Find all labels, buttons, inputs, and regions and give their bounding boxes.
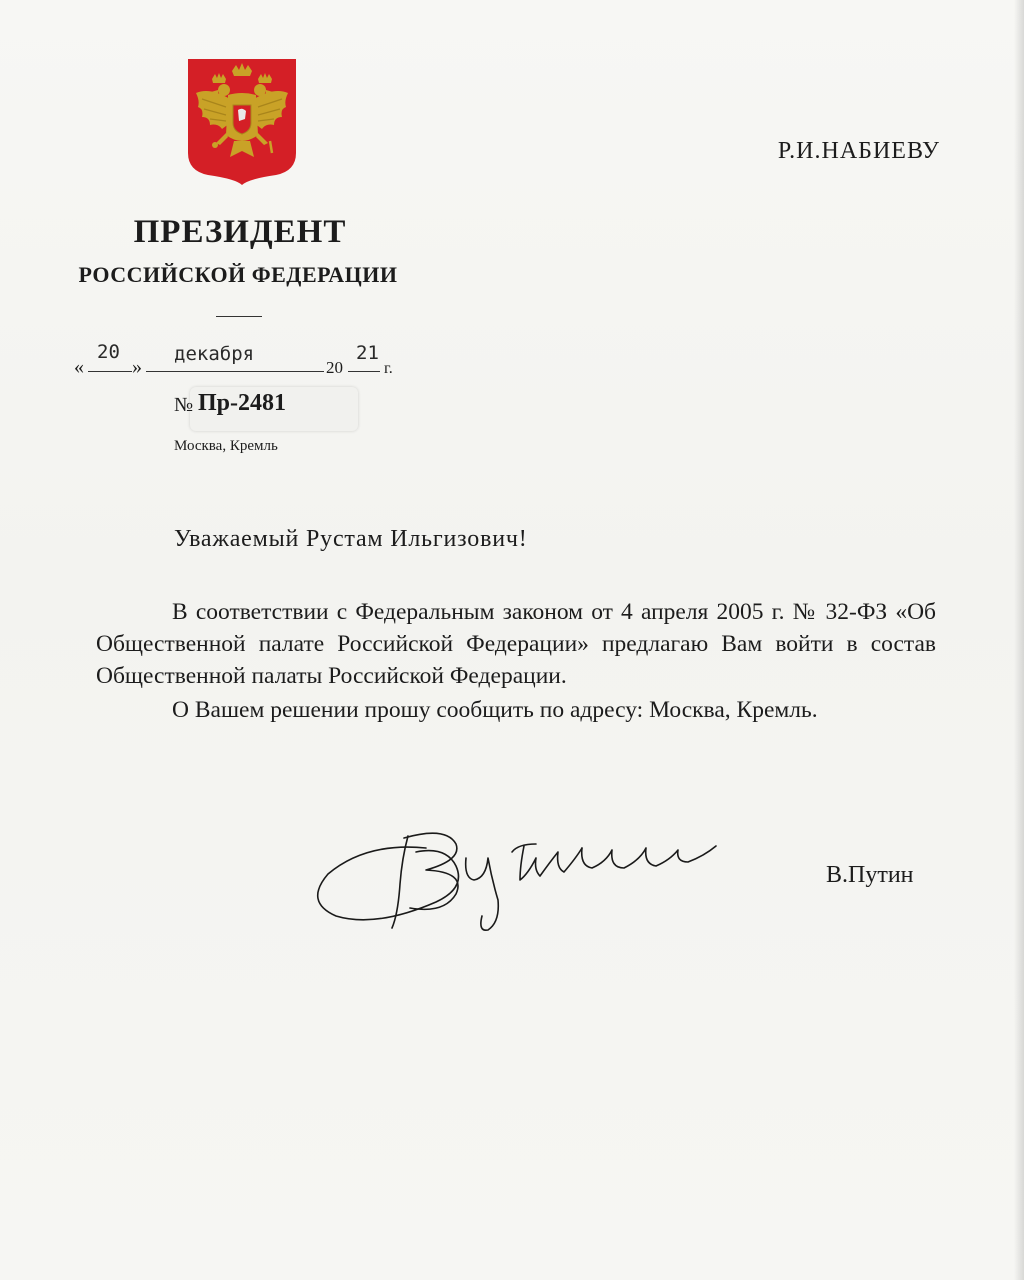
handwritten-signature-icon — [306, 818, 746, 938]
date-century: 20 — [326, 358, 343, 377]
document-number: Пр-2481 — [198, 390, 287, 416]
date-close-quote: » — [132, 356, 142, 378]
body-paragraph-1: В соответствии с Федеральным законом от 4 апреля 2005 г. № 32-ФЗ «Об Общественной палате Российской Федерации» предлагаю Вам войти в состав Общественной палаты Российской Федерации. — [96, 599, 936, 689]
day-underline — [88, 371, 132, 372]
date-year-suffix: г. — [384, 360, 393, 377]
signer-name: В.Путин — [826, 862, 914, 888]
city-line: Москва, Кремль — [174, 438, 278, 454]
date-day: 20 — [97, 341, 120, 363]
number-label: № — [174, 394, 194, 416]
date-month: декабря — [174, 343, 255, 365]
recipient-name: Р.И.НАБИЕВУ — [777, 138, 940, 164]
letterhead-subtitle: РОССИЙСКОЙ ФЕДЕРАЦИИ — [78, 262, 398, 287]
year-underline — [348, 371, 380, 372]
russian-coat-of-arms-icon — [186, 57, 298, 187]
date-open-quote: « — [74, 356, 84, 378]
letterhead-divider — [216, 316, 262, 317]
letter-body — [96, 596, 936, 726]
date-year: 21 — [356, 342, 379, 364]
salutation: Уважаемый Рустам Ильгизович! — [174, 526, 528, 552]
body-paragraph-2: О Вашем решении прошу сообщить по адресу: Москва, Кремль. — [172, 697, 818, 723]
letterhead-title: ПРЕЗИДЕНТ — [133, 214, 347, 250]
month-underline — [146, 371, 324, 372]
